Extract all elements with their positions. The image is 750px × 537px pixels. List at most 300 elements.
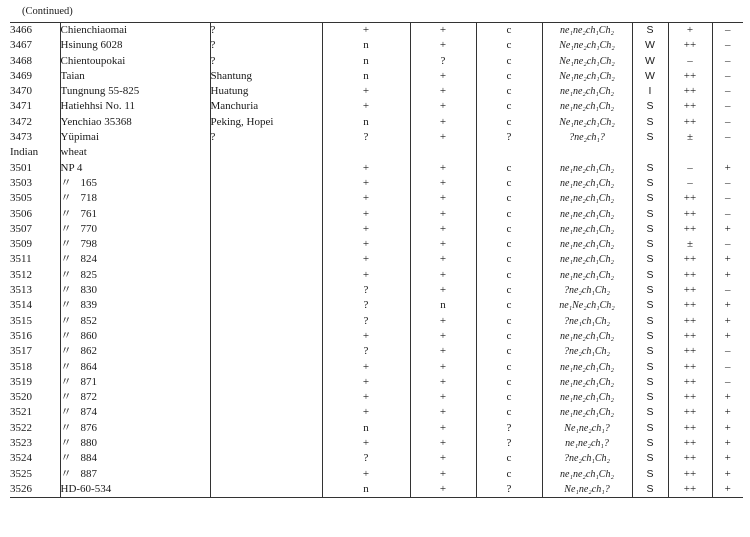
- origin: [210, 252, 322, 267]
- table-row: [10, 421, 743, 436]
- genotype: Ne₁ne₂ch₁Ch₂: [542, 38, 632, 53]
- variety-name: Taian: [60, 69, 85, 82]
- group-letter: S: [632, 482, 668, 498]
- test-result-3: c: [476, 23, 542, 39]
- group-letter: S: [632, 405, 668, 420]
- ditto-mark: 〃: [60, 345, 72, 358]
- variety-name: 860: [80, 329, 97, 342]
- accession-number: 3518: [10, 360, 32, 373]
- variety-name: Tungnung 55-825: [60, 85, 140, 98]
- test-result-5: ++: [668, 222, 712, 237]
- test-result-3: c: [476, 69, 542, 84]
- table-row: [10, 390, 743, 405]
- test-result-6: –: [712, 360, 743, 375]
- test-result-5: ++: [668, 69, 712, 84]
- origin: [210, 145, 322, 160]
- genotype: ne₁ne₂ch₁Ch₂: [542, 84, 632, 99]
- test-result-2: ?: [410, 54, 476, 69]
- genotype: ne₁ne₂ch₁Ch₂: [542, 176, 632, 191]
- test-result-5: ++: [668, 421, 712, 436]
- group-letter: S: [632, 115, 668, 130]
- test-result-6: –: [712, 237, 743, 252]
- ditto-mark: 〃: [60, 329, 72, 342]
- origin: [210, 482, 322, 498]
- group-letter: S: [632, 252, 668, 267]
- ditto-mark: 〃: [60, 284, 72, 297]
- test-result-5: ++: [668, 451, 712, 466]
- variety-name-cell: [60, 115, 210, 130]
- test-result-1: ?: [322, 344, 410, 359]
- test-result-1: +: [322, 222, 410, 237]
- group-letter: S: [632, 222, 668, 237]
- ditto-mark: 〃: [60, 238, 72, 251]
- test-result-3: c: [476, 84, 542, 99]
- variety-name-cell: [60, 314, 210, 329]
- ditto-mark: 〃: [60, 314, 72, 327]
- table-row: [10, 344, 743, 359]
- group-letter: S: [632, 268, 668, 283]
- origin: Shantung: [210, 69, 322, 84]
- test-result-3: c: [476, 467, 542, 482]
- test-result-3: c: [476, 38, 542, 53]
- genotype: ne₁ne₂ch₁Ch₂: [542, 237, 632, 252]
- origin: Huatung: [210, 84, 322, 99]
- group-letter: S: [632, 237, 668, 252]
- accession-number: 3471: [10, 100, 32, 113]
- test-result-2: +: [410, 421, 476, 436]
- table-row: [10, 222, 743, 237]
- genotype: ?ne₂ch₁Ch₂: [542, 344, 632, 359]
- test-result-2: +: [410, 314, 476, 329]
- origin: [210, 375, 322, 390]
- variety-name-cell: [60, 298, 210, 313]
- table-row: [10, 130, 743, 145]
- origin: [210, 222, 322, 237]
- test-result-5: +: [668, 23, 712, 39]
- genotype: ne₁ne₂ch₁?: [542, 436, 632, 451]
- origin: [210, 298, 322, 313]
- genotype: ?ne₂ch₁Ch₂: [542, 283, 632, 298]
- test-result-5: ±: [668, 130, 712, 145]
- variety-name: Yenchiao 35368: [60, 115, 132, 128]
- test-result-1: n: [322, 482, 410, 498]
- test-result-5: ±: [668, 237, 712, 252]
- test-result-3: c: [476, 252, 542, 267]
- group-letter: S: [632, 421, 668, 436]
- variety-name-cell: [60, 283, 210, 298]
- genotype: ne₁ne₂ch₁Ch₂: [542, 405, 632, 420]
- variety-name-cell: [60, 38, 210, 53]
- variety-name: Chienchiaomai: [60, 24, 128, 36]
- table-row: [10, 375, 743, 390]
- ditto-mark: 〃: [60, 253, 72, 266]
- genotype: ne₁ne₂ch₁Ch₂: [542, 99, 632, 114]
- origin: [210, 191, 322, 206]
- ditto-mark: 〃: [60, 391, 72, 404]
- test-result-2: +: [410, 252, 476, 267]
- table-row: [10, 298, 743, 313]
- test-result-3: c: [476, 329, 542, 344]
- genotype: Ne₁ne₂ch₁?: [542, 482, 632, 498]
- group-letter: S: [632, 176, 668, 191]
- test-result-3: ?: [476, 436, 542, 451]
- origin: [210, 237, 322, 252]
- test-result-5: ++: [668, 84, 712, 99]
- genotype: ne₁ne₂ch₁Ch₂: [542, 329, 632, 344]
- test-result-1: +: [322, 405, 410, 420]
- test-result-5: ++: [668, 298, 712, 313]
- group-letter: S: [632, 99, 668, 114]
- group-letter: S: [632, 207, 668, 222]
- test-result-6: +: [712, 314, 743, 329]
- test-result-2: +: [410, 161, 476, 176]
- test-result-6: –: [712, 69, 743, 84]
- table-row: [10, 360, 743, 375]
- test-result-3: c: [476, 390, 542, 405]
- variety-name: 864: [80, 360, 97, 373]
- ditto-mark: 〃: [60, 375, 72, 388]
- test-result-6: –: [712, 344, 743, 359]
- variety-name: 872: [80, 391, 97, 404]
- ditto-mark: 〃: [60, 222, 72, 235]
- group-letter: S: [632, 191, 668, 206]
- table-row: [10, 161, 743, 176]
- test-result-2: +: [410, 84, 476, 99]
- test-result-1: ?: [322, 283, 410, 298]
- test-result-1: +: [322, 252, 410, 267]
- genotype: ?ne₁ch₁Ch₂: [542, 314, 632, 329]
- table-row: [10, 99, 743, 114]
- table-row: [10, 451, 743, 466]
- variety-name-cell: [60, 344, 210, 359]
- genotype: ne₁ne₂ch₁Ch₂: [542, 23, 632, 39]
- wheat-genotype-table: [10, 22, 743, 498]
- variety-name: 876: [80, 421, 97, 434]
- test-result-2: +: [410, 375, 476, 390]
- group-letter: S: [632, 360, 668, 375]
- table-row: [10, 54, 743, 69]
- accession-number: 3468: [10, 54, 32, 67]
- table-row: [10, 268, 743, 283]
- genotype: Ne₁ne₂ch₁Ch₂: [542, 54, 632, 69]
- test-result-1: +: [322, 268, 410, 283]
- test-result-2: +: [410, 467, 476, 482]
- test-result-1: +: [322, 23, 410, 39]
- test-result-6: –: [712, 130, 743, 145]
- test-result-3: ?: [476, 421, 542, 436]
- test-result-5: ++: [668, 252, 712, 267]
- variety-name: 761: [80, 207, 97, 220]
- group-letter: S: [632, 344, 668, 359]
- group-letter: S: [632, 23, 668, 39]
- table-row: [10, 207, 743, 222]
- variety-name-cell: [60, 252, 210, 267]
- test-result-6: +: [712, 405, 743, 420]
- ditto-mark: 〃: [60, 421, 72, 434]
- variety-name: 887: [80, 467, 97, 480]
- test-result-3: c: [476, 191, 542, 206]
- test-result-5: –: [668, 176, 712, 191]
- test-result-1: ?: [322, 130, 410, 145]
- test-result-5: –: [668, 161, 712, 176]
- test-result-5: ++: [668, 344, 712, 359]
- accession-number: 3526: [10, 482, 60, 498]
- genotype: ne₁ne₂ch₁Ch₂: [542, 191, 632, 206]
- table-row: [10, 405, 743, 420]
- origin: [210, 405, 322, 420]
- variety-name: 839: [80, 299, 97, 312]
- accession-number: 3469: [10, 69, 32, 82]
- test-result-2: +: [410, 390, 476, 405]
- ditto-mark: 〃: [60, 452, 72, 465]
- test-result-5: ++: [668, 191, 712, 206]
- accession-number: 3515: [10, 314, 32, 327]
- test-result-6: +: [712, 436, 743, 451]
- variety-name-cell: [60, 375, 210, 390]
- genotype: Ne₁ne₂ch₁Ch₂: [542, 69, 632, 84]
- group-letter: S: [632, 467, 668, 482]
- variety-name: 798: [80, 238, 97, 251]
- test-result-6: +: [712, 451, 743, 466]
- table-row: [10, 252, 743, 267]
- test-result-6: –: [712, 54, 743, 69]
- table-row: [10, 467, 743, 482]
- test-result-3: c: [476, 268, 542, 283]
- table-row: [10, 482, 743, 498]
- accession-number: 3516: [10, 329, 32, 342]
- group-letter: S: [632, 436, 668, 451]
- variety-name: 825: [80, 268, 97, 281]
- ditto-mark: 〃: [60, 207, 72, 220]
- test-result-1: ?: [322, 451, 410, 466]
- variety-name-cell: [60, 69, 210, 84]
- variety-name-cell: [60, 237, 210, 252]
- accession-number: 3466: [10, 23, 60, 39]
- variety-name: 770: [80, 222, 97, 235]
- variety-name: 884: [80, 452, 97, 465]
- test-result-2: +: [410, 344, 476, 359]
- genotype: Ne₁ne₂ch₁?: [542, 421, 632, 436]
- genotype: ne₁ne₂ch₁Ch₂: [542, 222, 632, 237]
- ditto-mark: 〃: [60, 268, 72, 281]
- table-row: [10, 69, 743, 84]
- test-result-3: c: [476, 237, 542, 252]
- test-result-3: c: [476, 360, 542, 375]
- accession-number: 3513: [10, 284, 32, 297]
- origin: [210, 329, 322, 344]
- test-result-1: n: [322, 421, 410, 436]
- test-result-3: c: [476, 99, 542, 114]
- variety-name-cell: [60, 436, 210, 451]
- test-result-6: –: [712, 176, 743, 191]
- test-result-1: [322, 145, 410, 160]
- variety-name-cell: [60, 390, 210, 405]
- test-result-2: [410, 145, 476, 160]
- variety-name-cell: [60, 207, 210, 222]
- genotype: ne₁ne₂ch₁Ch₂: [542, 360, 632, 375]
- origin: [210, 344, 322, 359]
- test-result-2: +: [410, 405, 476, 420]
- test-result-5: ++: [668, 207, 712, 222]
- origin: [210, 360, 322, 375]
- test-result-5: ++: [668, 283, 712, 298]
- test-result-1: ?: [322, 314, 410, 329]
- test-result-3: c: [476, 207, 542, 222]
- test-result-2: +: [410, 23, 476, 39]
- test-result-2: +: [410, 283, 476, 298]
- genotype: ne₁ne₂ch₁Ch₂: [542, 161, 632, 176]
- test-result-1: +: [322, 436, 410, 451]
- origin: [210, 421, 322, 436]
- accession-number: 3467: [10, 39, 32, 52]
- test-result-2: +: [410, 360, 476, 375]
- test-result-6: –: [712, 84, 743, 99]
- test-result-2: +: [410, 99, 476, 114]
- test-result-3: c: [476, 176, 542, 191]
- test-result-3: c: [476, 222, 542, 237]
- table-row: [10, 23, 743, 39]
- test-result-6: –: [712, 191, 743, 206]
- test-result-1: n: [322, 115, 410, 130]
- table-row: [10, 38, 743, 53]
- accession-number: 3503: [10, 176, 32, 189]
- accession-number: 3501: [10, 161, 32, 174]
- variety-name-cell: [60, 360, 210, 375]
- accession-number: 3470: [10, 85, 32, 98]
- ditto-mark: 〃: [60, 176, 72, 189]
- test-result-3: [476, 145, 542, 160]
- table-row: [10, 329, 743, 344]
- table-row: [10, 191, 743, 206]
- genotype: ?ne₂ch₁?: [542, 130, 632, 145]
- test-result-2: +: [410, 222, 476, 237]
- accession-number: 3511: [10, 253, 32, 266]
- ditto-mark: 〃: [60, 467, 72, 480]
- variety-name-cell: [60, 482, 210, 498]
- accession-number: 3522: [10, 421, 32, 434]
- variety-name-cell: [60, 54, 210, 69]
- accession-number: 3506: [10, 207, 32, 220]
- genotype: ne₁Ne₂ch₁Ch₂: [542, 298, 632, 313]
- ditto-mark: 〃: [60, 360, 72, 373]
- test-result-1: +: [322, 237, 410, 252]
- test-result-1: +: [322, 84, 410, 99]
- test-result-5: ++: [668, 115, 712, 130]
- variety-name-cell: [60, 329, 210, 344]
- group-letter: S: [632, 390, 668, 405]
- genotype: ne₁ne₂ch₁Ch₂: [542, 375, 632, 390]
- genotype: ne₁ne₂ch₁Ch₂: [542, 467, 632, 482]
- genotype: ne₁ne₂ch₁Ch₂: [542, 390, 632, 405]
- variety-name-cell: [60, 84, 210, 99]
- test-result-2: +: [410, 115, 476, 130]
- group-letter: S: [632, 130, 668, 145]
- test-result-6: –: [712, 38, 743, 53]
- test-result-2: +: [410, 176, 476, 191]
- table-row: [10, 436, 743, 451]
- test-result-3: c: [476, 298, 542, 313]
- table-row: [10, 237, 743, 252]
- genotype: ne₁ne₂ch₁Ch₂: [542, 268, 632, 283]
- variety-name-cell: [60, 161, 210, 176]
- variety-name-cell: [60, 222, 210, 237]
- table-row: [10, 84, 743, 99]
- group-letter: S: [632, 451, 668, 466]
- test-result-2: +: [410, 329, 476, 344]
- test-result-5: ++: [668, 436, 712, 451]
- test-result-1: +: [322, 390, 410, 405]
- genotype: ?ne₂ch₁Ch₂: [542, 451, 632, 466]
- test-result-5: [668, 145, 712, 160]
- test-result-2: +: [410, 130, 476, 145]
- ditto-mark: 〃: [60, 406, 72, 419]
- variety-name: wheat: [60, 146, 87, 159]
- accession-number: 3517: [10, 345, 32, 358]
- group-letter: W: [632, 38, 668, 53]
- test-result-6: –: [712, 207, 743, 222]
- group-letter: W: [632, 69, 668, 84]
- variety-name: 880: [80, 437, 97, 450]
- group-letter: I: [632, 84, 668, 99]
- test-result-6: +: [712, 482, 743, 498]
- group-letter: S: [632, 161, 668, 176]
- accession-number: 3473: [10, 131, 32, 144]
- origin: Manchuria: [210, 99, 322, 114]
- group-letter: W: [632, 54, 668, 69]
- test-result-5: ++: [668, 482, 712, 498]
- ditto-mark: 〃: [60, 192, 72, 205]
- test-result-3: c: [476, 115, 542, 130]
- test-result-1: n: [322, 54, 410, 69]
- test-result-1: +: [322, 191, 410, 206]
- variety-name: 871: [80, 375, 97, 388]
- table-row: [10, 283, 743, 298]
- test-result-6: –: [712, 23, 743, 39]
- test-result-5: ++: [668, 99, 712, 114]
- variety-name-cell: [60, 191, 210, 206]
- genotype: Ne₁ne₂ch₁Ch₂: [542, 115, 632, 130]
- origin: [210, 161, 322, 176]
- accession-number: 3525: [10, 467, 32, 480]
- test-result-2: +: [410, 38, 476, 53]
- test-result-1: +: [322, 375, 410, 390]
- variety-name-cell: [60, 421, 210, 436]
- test-result-1: ?: [322, 298, 410, 313]
- test-result-6: +: [712, 467, 743, 482]
- origin: ?: [210, 130, 322, 145]
- test-result-5: ++: [668, 314, 712, 329]
- accession-number: 3512: [10, 268, 32, 281]
- ditto-mark: 〃: [60, 299, 72, 312]
- table-row: [10, 176, 743, 191]
- test-result-6: +: [712, 268, 743, 283]
- variety-name: Hatiehhsi No. 11: [60, 100, 135, 113]
- test-result-2: +: [410, 237, 476, 252]
- genotype: ne₁ne₂ch₁Ch₂: [542, 252, 632, 267]
- accession-number: 3524: [10, 452, 32, 465]
- test-result-1: +: [322, 176, 410, 191]
- test-result-3: c: [476, 405, 542, 420]
- accession-number: 3520: [10, 391, 32, 404]
- test-result-2: n: [410, 298, 476, 313]
- variety-name-cell: [60, 145, 210, 160]
- test-result-2: +: [410, 268, 476, 283]
- variety-name: 852: [80, 314, 97, 327]
- test-result-3: ?: [476, 482, 542, 498]
- variety-name: NP 4: [60, 161, 83, 174]
- group-letter: [632, 145, 668, 160]
- origin: [210, 467, 322, 482]
